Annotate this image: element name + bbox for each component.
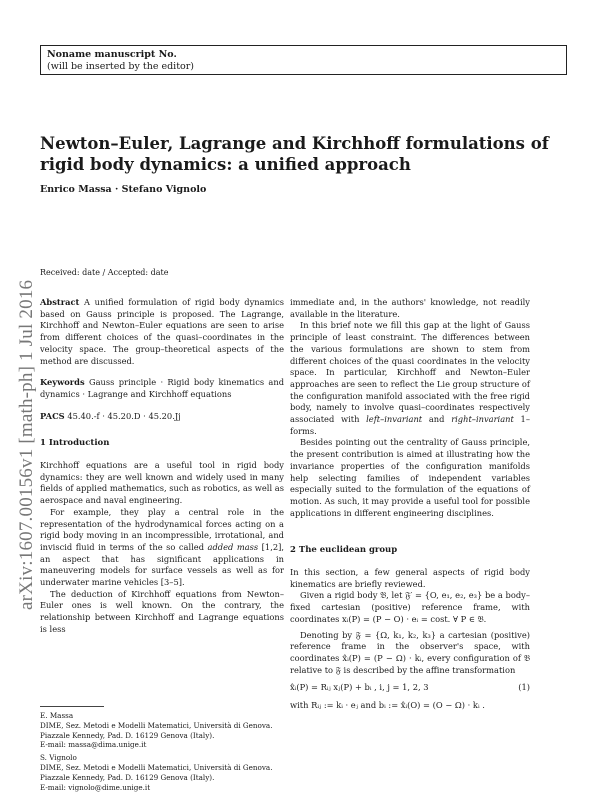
author-email: E-mail: massa@dima.unige.it [40, 740, 147, 750]
section-heading-introduction: 1 Introduction [40, 438, 110, 449]
footnote-divider [40, 706, 104, 707]
equation-body: x̂ᵢ(P) = Rᵢⱼ xⱼ(P) + bᵢ , i, j = 1, 2, 3 [290, 682, 429, 693]
pacs-label: PACS [40, 410, 65, 421]
right-paragraph-1: immediate and, in the authors' knowledge, not readily available in the literature. [290, 297, 530, 319]
arxiv-stamp: arXiv:1607.00156v1 [math-ph] 1 Jul 2016 [16, 279, 37, 610]
received-line: Received: date / Accepted: date [40, 268, 169, 277]
manuscript-label: Noname manuscript No. [47, 49, 177, 60]
affiliation-vignolo [40, 753, 284, 792]
right-invariant-term: right–invariant [451, 414, 514, 425]
intro-paragraph-3: The deduction of Kirchhoff equations from Newton–Euler ones is well known. On the contrary, the relationship between Kirchhoff and Lagrange equations is less [40, 588, 284, 634]
right-column [290, 297, 530, 712]
left-invariant-term: left–invariant [366, 414, 423, 425]
equation-1 [290, 682, 530, 694]
equation-number: (1) [518, 682, 530, 693]
pacs-text: 45.40.-f · 45.20.D · 45.20.Jj [67, 410, 181, 421]
affiliations [40, 711, 284, 795]
intro-p2-start: For example, they play a central role in the representation of the hydrodynamical forces acting on a rigid body moving in an incompressible, irrotational, and inviscid fluid in terms of the so called [40, 506, 284, 552]
pacs [40, 411, 284, 423]
left-column [40, 297, 284, 636]
keywords-label: Keywords [40, 377, 85, 388]
editor-note: (will be inserted by the editor) [47, 61, 195, 72]
paper-authors: Enrico Massa · Stefano Vignolo [40, 184, 207, 195]
right-p2-and: and [422, 414, 452, 425]
abstract-text: A unified formulation of rigid body dynamics based on Gauss principle is proposed. The Lagrange, Kirchhoff and Newton–Euler equations are seen to arise from different choices of the quasi–coordinates in the velocity space. The group–theoretical aspects of the method are discussed. [40, 297, 285, 366]
keywords-text: Gauss principle · Rigid body kinematics and dynamics · Lagrange and Kirchhoff equations [40, 377, 285, 399]
author-address: DIME, Sez. Metodi e Modelli Matematici, Università di Genova. Piazzale Kennedy, Pad. D. 16129 Genova (Italy). [40, 720, 273, 740]
author-email: E-mail: vignolo@dime.unige.it [40, 782, 151, 792]
affiliation-massa [40, 711, 284, 750]
manuscript-header-box [40, 45, 567, 75]
section-heading-euclidean-group: 2 The euclidean group [290, 545, 398, 556]
intro-paragraph-2 [40, 507, 284, 589]
right-paragraph-3: Besides pointing out the centrality of Gauss principle, the present contribution is aimed at illustrating how the invariance properties of the configuration manifolds help selecting families of independent variables especially suited to the formulation of the equations of motion. As such, it may provide a useful tool for possible applications in different engineering disciplines. [290, 437, 530, 518]
section2-paragraph-1: In this section, a few general aspects of rigid body kinematics are briefly reviewed. [290, 567, 530, 589]
abstract [40, 297, 284, 367]
author-address: DIME, Sez. Metodi e Modelli Matematici, Università di Genova. Piazzale Kennedy, Pad. D. 16129 Genova (Italy). [40, 762, 273, 782]
intro-p2-end: [1,2], an aspect that has significant applications in maneuvering models for surface vessels as well as for underwater marine vehicles [3–5]. [40, 541, 284, 588]
right-paragraph-2 [290, 320, 530, 437]
right-p2-text: In this brief note we fill this gap at the light of Gauss principle of least constraint. The differences between the various formulations are shown to stem from different choices of the quasi coordinates in the velocity space. In particular, Kirchhoff and Newton–Euler approaches are seen to reflect the Lie group structure of the configuration manifold associated with the free rigid body, namely to involve quasi–coordinates respectively associated with [290, 320, 531, 425]
keywords [40, 377, 284, 400]
right-p2-end: 1–forms. [290, 414, 530, 436]
section2-paragraph-3: Denoting by 𝔉 = {Ω, k₁, k₂, k₃} a cartesian (positive) reference frame in the observer's space, with coordinates x̂ᵢ(P) = (P − Ω) · kᵢ, every configuration of 𝔅 relative to 𝔉 is described by the affine transformation [290, 629, 530, 675]
added-mass-term: added mass [207, 541, 259, 552]
section2-paragraph-2: Given a rigid body 𝔅, let 𝔉′ = {O, e₁, e₂, e₃} be a body–fixed cartesian (positive) reference frame, with coordinates xᵢ(P) = (P − O) · eᵢ = cost. ∀ P ∈ 𝔅. [290, 590, 530, 624]
author-name: S. Vignolo [40, 753, 77, 763]
author-name: E. Massa [40, 711, 74, 720]
abstract-label: Abstract [40, 297, 80, 307]
intro-paragraph-1: Kirchhoff equations are a useful tool in rigid body dynamics: they are well known and widely used in many fields of applied mathematics, such as robotics, as well as aerospace and naval engineering. [40, 460, 284, 506]
paper-title: Newton–Euler, Lagrange and Kirchhoff formulations of rigid body dynamics: a unified approach [40, 134, 549, 174]
section2-paragraph-4: with Rᵢⱼ := kᵢ · eⱼ and bᵢ := x̂ᵢ(O) = (O − Ω) · kᵢ . [290, 700, 485, 711]
